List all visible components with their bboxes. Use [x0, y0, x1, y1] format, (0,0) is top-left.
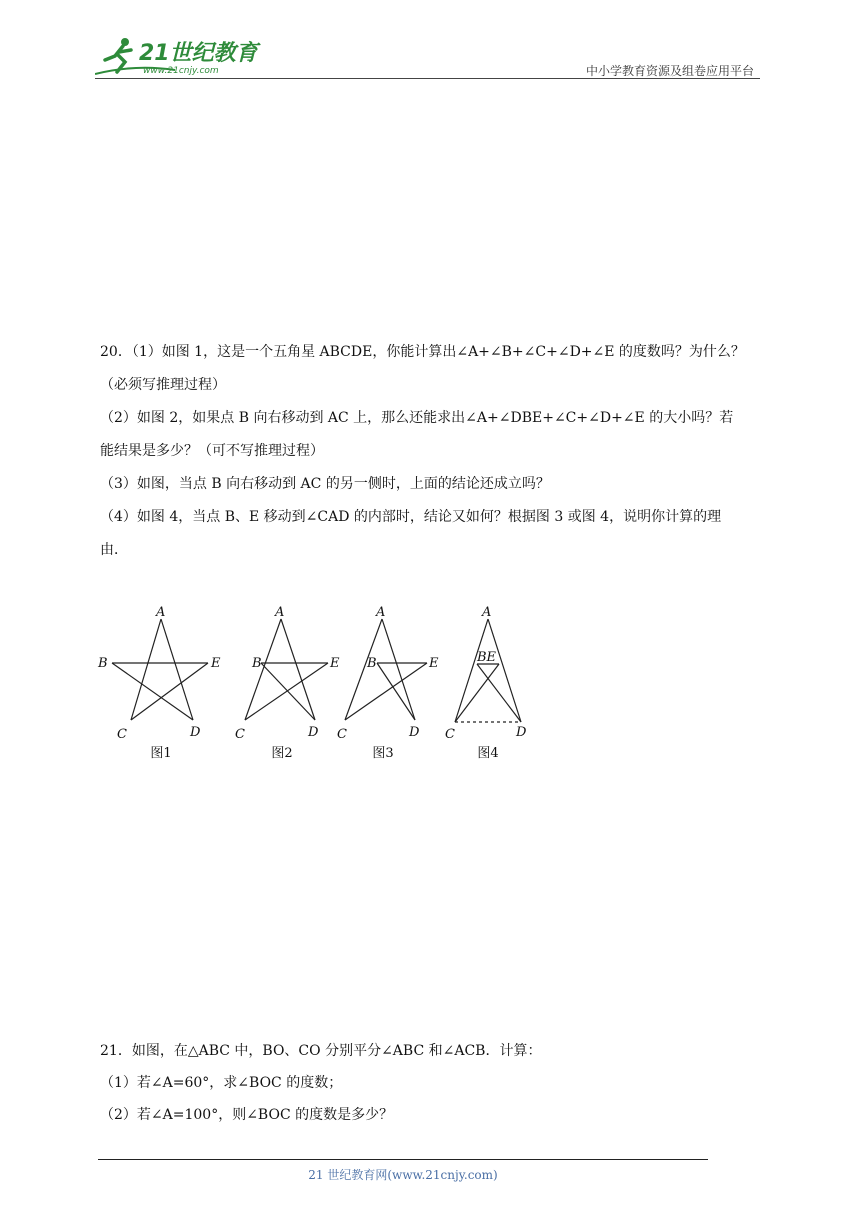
logo-url: www.21cnjy.com: [143, 66, 219, 76]
fig4-label-d: D: [516, 725, 527, 740]
fig3-label-a: A: [376, 605, 386, 620]
fig1-label-a: A: [156, 605, 166, 620]
fig3-label-c: C: [337, 727, 347, 742]
fig1-label-e: E: [211, 656, 221, 671]
q21-stem: 21．如图，在△ABC 中，BO、CO 分别平分∠ABC 和∠ACB．计算：: [100, 1043, 542, 1059]
fig1-label-d: D: [190, 725, 201, 740]
figure-3: [345, 619, 427, 720]
fig1-label-c: C: [117, 727, 127, 742]
fig4-label-a: A: [482, 605, 492, 620]
q20-part2: （2）如图 2，如果点 B 向右移动到 AC 上，那么还能求出∠A+∠DBE+∠C+∠D+∠E 的大小吗？若: [100, 410, 734, 426]
fig4-label-be: BE: [477, 650, 497, 665]
footer-text: 21 世纪教育网(www.21cnjy.com): [308, 1168, 498, 1182]
footer-divider: [98, 1159, 708, 1160]
q21-part1: （1）若∠A=60°，求∠BOC 的度数；: [100, 1075, 343, 1091]
figure-1: [112, 619, 208, 720]
q20-part4: （4）如图 4，当点 B、E 移动到∠CAD 的内部时，结论又如何？根据图 3 或图 4，说明你计算的理: [100, 509, 722, 525]
fig2-label-e: E: [330, 656, 340, 671]
q21-part2: （2）若∠A=100°，则∠BOC 的度数是多少？: [100, 1107, 394, 1123]
question-20: [100, 342, 765, 560]
site-logo: [95, 34, 265, 78]
fig3-label-d: D: [409, 725, 420, 740]
fig1-caption: 图1: [150, 746, 172, 761]
fig2-label-b: B: [252, 656, 262, 671]
q20-part4-cont: 由．: [100, 542, 128, 558]
fig3-label-b: B: [367, 656, 377, 671]
q20-part2-cont: 能结果是多少？（可不写推理过程）: [100, 443, 324, 459]
fig1-label-b: B: [98, 656, 108, 671]
fig4-label-c: C: [445, 727, 455, 742]
star-figures: [95, 602, 545, 767]
q20-part1: 20．（1）如图 1，这是一个五角星 ABCDE，你能计算出∠A+∠B+∠C+∠D+∠E 的度数吗？为什么？: [100, 344, 745, 360]
header-divider: [95, 78, 760, 79]
fig2-caption: 图2: [271, 746, 293, 761]
fig2-label-c: C: [235, 727, 245, 742]
fig4-caption: 图4: [477, 746, 499, 761]
platform-name: 中小学教育资源及组卷应用平台: [585, 64, 754, 78]
figure-4: [455, 619, 521, 722]
fig3-label-e: E: [429, 656, 439, 671]
logo-text: 21世纪教育: [139, 41, 258, 66]
page-header: [95, 34, 760, 80]
fig2-label-a: A: [275, 605, 285, 620]
q20-part1-cont: （必须写推理过程）: [100, 377, 226, 393]
fig2-label-d: D: [308, 725, 319, 740]
question-21: [100, 1041, 765, 1125]
q20-part3: （3）如图，当点 B 向右移动到 AC 的另一侧时，上面的结论还成立吗？: [100, 476, 550, 492]
fig3-caption: 图3: [372, 746, 394, 761]
